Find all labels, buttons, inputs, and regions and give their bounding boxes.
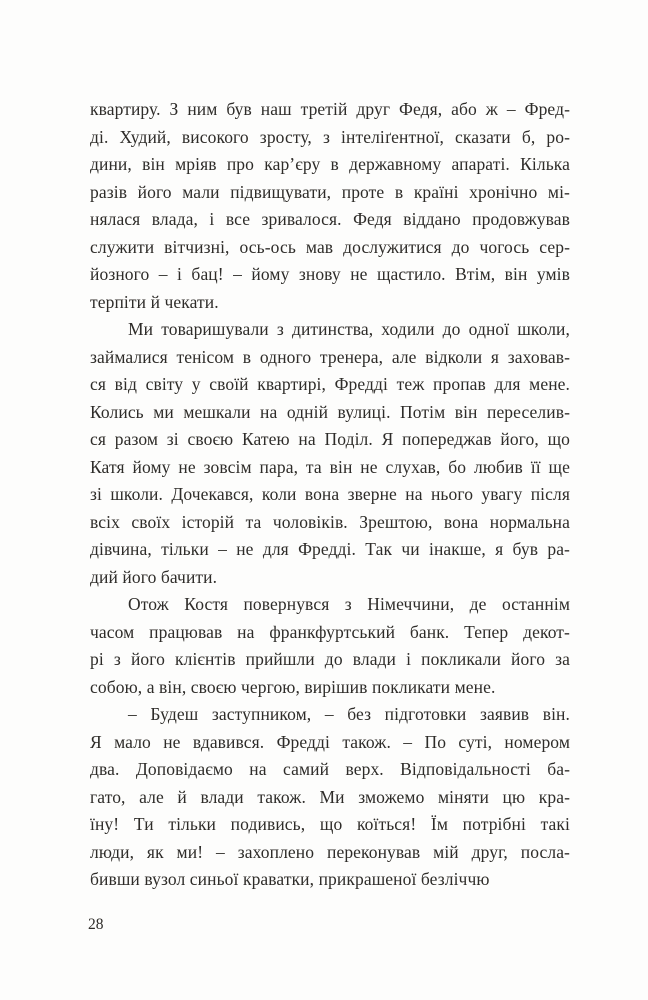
text-line: – Будеш заступником, – без підготовки заявив він.	[128, 704, 570, 724]
text-line: йозного – і бац! – йому знову не щастило. Втім, він умів	[90, 264, 570, 284]
text-line: два. Доповідаємо на самий верх. Відповідальності ба-	[90, 759, 570, 779]
text-line: нялася влада, і все зривалося. Федя віддано продовжував	[90, 209, 570, 229]
text-line: Ми товаришували з дитинства, ходили до одної школи,	[128, 319, 570, 339]
text-line: всіх своїх історій та чоловіків. Зрештою, вона нормальна	[90, 511, 570, 532]
text-line: рі з його клієнтів прийшли до влади і покликали його за	[90, 649, 570, 669]
text-line: Колись ми мешкали на одній вулиці. Потім він переселив-	[90, 401, 570, 422]
text-line: Катя йому не зовсім пара, та він не слухав, бо любив її ще	[90, 456, 570, 477]
text-line: служити вітчизні, ось-ось мав дослужитися до чогось сер-	[90, 236, 570, 257]
text-line: ді. Худий, високого зросту, з інтеліґентної, сказати б, ро-	[90, 126, 570, 147]
paragraph	[90, 701, 570, 894]
text-line: займалися тенісом в одного тренера, але відколи я заховав-	[90, 346, 570, 367]
text-line: люди, як ми! – захоплено переконував мій друг, посла-	[90, 841, 570, 862]
text-line: Отож Костя повернувся з Німеччини, де останнім	[128, 594, 570, 614]
text-line: гато, але й влади також. Ми зможемо міняти цю кра-	[90, 786, 570, 807]
text-line: дий його бачити.	[90, 566, 218, 587]
paragraph	[90, 591, 570, 701]
text-line: ся разом зі своєю Катею на Поділ. Я попереджав його, що	[90, 429, 570, 449]
text-line: дівчина, тільки – не для Фредді. Так чи інакше, я був ра-	[90, 539, 570, 559]
text-line: їну! Ти тільки подивись, що коїться! Їм потрібні такі	[90, 814, 570, 834]
page-number: 28	[88, 916, 104, 933]
text-line: терпіти й чекати.	[90, 291, 219, 312]
page-text	[90, 96, 570, 894]
text-line: разів його мали підвищувати, проте в країні хронічно мі-	[90, 181, 570, 202]
text-line: дини, він мріяв про кар’єру в державному апараті. Кілька	[90, 154, 570, 174]
text-line: зі школи. Дочекався, коли вона зверне на нього увагу після	[90, 484, 570, 504]
text-line: Я мало не вдавився. Фредді також. – По суті, номером	[90, 731, 570, 752]
text-line: часом працював на франкфуртський банк. Тепер декот-	[90, 621, 570, 642]
text-line: ся від світу у своїй квартирі, Фредді теж пропав для мене.	[90, 374, 570, 394]
text-line: бивши вузол синьої краватки, прикрашеної безліччю	[90, 869, 490, 889]
text-line: квартиру. З ним був наш третій друг Федя, або ж – Фред-	[90, 99, 570, 119]
text-line: собою, а він, своєю чергою, вирішив покликати мене.	[90, 676, 496, 697]
paragraph	[90, 96, 570, 316]
paragraph	[90, 316, 570, 591]
